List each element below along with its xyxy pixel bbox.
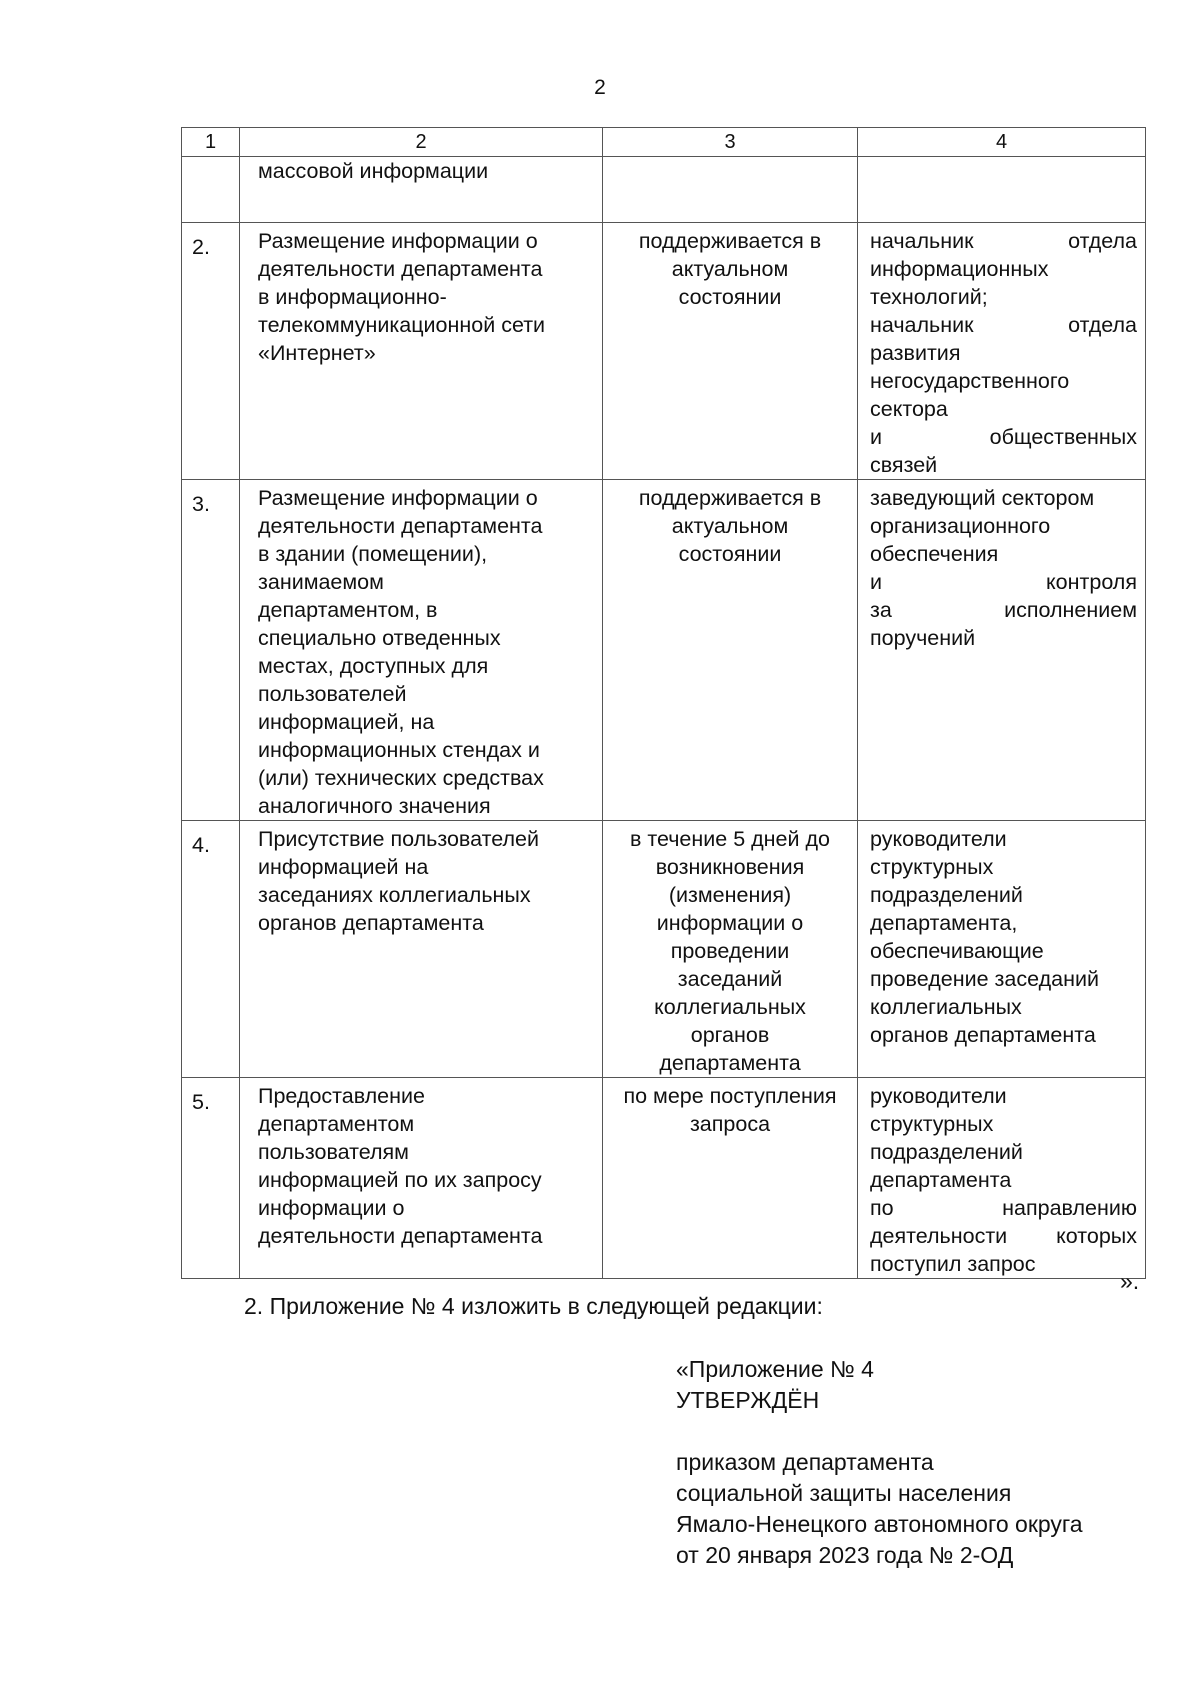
measure-description-line: специально отведенных — [258, 626, 501, 650]
row-number: 5. — [182, 1078, 240, 1279]
responsible-person-line: организационного — [870, 514, 1051, 538]
row-number — [182, 157, 240, 223]
update-period-line: по мере поступления — [623, 1084, 837, 1108]
update-period-line: органов — [690, 1023, 770, 1047]
measure-description-line: пользователям — [258, 1140, 409, 1164]
responsible-person-line: обеспечения — [870, 542, 999, 566]
responsible-person-line: начальник отдела — [870, 229, 1137, 253]
measure-description — [240, 480, 603, 821]
appendix-title: «Приложение № 4 — [676, 1356, 874, 1382]
approval-line: приказом департамента — [676, 1449, 934, 1475]
measure-description-line: Размещение информации о — [258, 229, 538, 253]
measure-description-line: деятельности департамента — [258, 1224, 543, 1248]
responsible-person-line: подразделений — [870, 1140, 1023, 1164]
responsible-person-line: обеспечивающие — [870, 939, 1044, 963]
update-period-line: актуальном — [671, 514, 789, 538]
responsible-person-line: коллегиальных — [870, 995, 1022, 1019]
responsibility-table — [181, 127, 1146, 1279]
responsible-person — [858, 1078, 1146, 1279]
update-period — [603, 1078, 858, 1279]
measure-description-line: в информационно- — [258, 285, 447, 309]
table-row — [182, 821, 1146, 1078]
measure-description-line: Предоставление — [258, 1084, 425, 1108]
update-period-line: проведении — [670, 939, 790, 963]
update-period-line: запроса — [689, 1112, 771, 1136]
row-number: 3. — [182, 480, 240, 821]
measure-description-line: (или) технических средствах — [258, 766, 544, 790]
column-header: 4 — [858, 128, 1146, 157]
responsible-person-line: поступил запрос — [870, 1252, 1036, 1276]
column-header: 1 — [182, 128, 240, 157]
approval-line: от 20 января 2023 года № 2-ОД — [676, 1542, 1014, 1568]
update-period-line: поддерживается в — [638, 229, 822, 253]
measure-description-line: Размещение информации о — [258, 486, 538, 510]
measure-description-line: Присутствие пользователей — [258, 827, 539, 851]
measure-description-line: «Интернет» — [258, 341, 376, 365]
responsible-person — [858, 157, 1146, 223]
update-period — [603, 480, 858, 821]
responsible-person-line: по направлению — [870, 1196, 1137, 1220]
table-row — [182, 223, 1146, 480]
responsible-person-line: руководители — [870, 1084, 1007, 1108]
responsible-person-line: связей — [870, 453, 938, 477]
measure-description — [240, 821, 603, 1078]
column-header: 2 — [240, 128, 603, 157]
amendment-point-2: 2. Приложение № 4 изложить в следующей редакции: — [244, 1293, 823, 1319]
responsible-person-line: структурных — [870, 1112, 994, 1136]
measure-description-line: занимаемом — [258, 570, 384, 594]
page-number: 2 — [594, 76, 606, 99]
responsible-person-line: негосударственного — [870, 369, 1070, 393]
table-row — [182, 1078, 1146, 1279]
update-period-line: департамента — [659, 1051, 801, 1075]
update-period-line: возникновения — [655, 855, 805, 879]
table-header-row — [182, 128, 1146, 157]
table-row — [182, 480, 1146, 821]
measure-description-line: телекоммуникационной сети — [258, 313, 546, 337]
responsible-person-line: начальник отдела — [870, 313, 1137, 337]
measure-description-line: деятельности департамента — [258, 257, 543, 281]
update-period-line: актуальном — [671, 257, 789, 281]
measure-description-line: органов департамента — [258, 911, 484, 935]
measure-description-line: информацией по их запросу — [258, 1168, 542, 1192]
approval-line: социальной защиты населения — [676, 1480, 1012, 1506]
approved-stamp-text: УТВЕРЖДЁН — [676, 1387, 820, 1413]
update-period — [603, 157, 858, 223]
approval-line: Ямало-Ненецкого автономного округа — [676, 1511, 1083, 1537]
update-period-line: состоянии — [678, 285, 782, 309]
responsible-person-line: технологий; — [870, 285, 988, 309]
measure-description-line: местах, доступных для — [258, 654, 489, 678]
appendix-approval-block — [676, 1354, 1083, 1571]
responsible-person-line: департамента — [870, 1168, 1012, 1192]
responsible-person-line: и общественных — [870, 425, 1137, 449]
update-period-line: коллегиальных — [654, 995, 806, 1019]
responsible-person — [858, 223, 1146, 480]
update-period — [603, 223, 858, 480]
responsible-person — [858, 480, 1146, 821]
measure-description — [240, 223, 603, 480]
measure-description-line: массовой информации — [258, 159, 489, 183]
measure-description-line: информацией, на — [258, 710, 435, 734]
responsible-person-line: сектора — [870, 397, 948, 421]
responsible-person-line: подразделений — [870, 883, 1023, 907]
responsible-person-line: поручений — [870, 626, 976, 650]
column-header: 3 — [603, 128, 858, 157]
responsible-person-line: информационных — [870, 257, 1049, 281]
update-period-line: заседаний — [677, 967, 783, 991]
responsible-person-line: структурных — [870, 855, 994, 879]
responsible-person-line: и контроля — [870, 570, 1137, 594]
responsible-person — [858, 821, 1146, 1078]
measure-description-line: в здании (помещении), — [258, 542, 488, 566]
responsible-person-line: департамента, — [870, 911, 1018, 935]
measure-description-line: заседаниях коллегиальных — [258, 883, 531, 907]
update-period — [603, 821, 858, 1078]
responsible-person-line: деятельности которых — [870, 1224, 1137, 1248]
update-period-line: поддерживается в — [638, 486, 822, 510]
measure-description — [240, 157, 603, 223]
measure-description — [240, 1078, 603, 1279]
measure-description-line: деятельности департамента — [258, 514, 543, 538]
responsible-person-line: руководители — [870, 827, 1007, 851]
responsible-person-line: развития — [870, 341, 961, 365]
row-number: 2. — [182, 223, 240, 480]
measure-description-line: информации о — [258, 1196, 405, 1220]
update-period-line: состоянии — [678, 542, 782, 566]
responsible-person-line: за исполнением — [870, 598, 1137, 622]
responsible-person-line: заведующий сектором — [870, 486, 1095, 510]
closing-quote: ». — [1120, 1268, 1140, 1294]
table-row — [182, 157, 1146, 223]
measure-description-line: аналогичного значения — [258, 794, 491, 818]
measure-description-line: информацией на — [258, 855, 429, 879]
measure-description-line: пользователей — [258, 682, 407, 706]
responsible-person-line: органов департамента — [870, 1023, 1096, 1047]
update-period-line: (изменения) — [668, 883, 792, 907]
row-number: 4. — [182, 821, 240, 1078]
responsible-person-line: проведение заседаний — [870, 967, 1099, 991]
table-body — [182, 157, 1146, 1279]
measure-description-line: информационных стендах и — [258, 738, 540, 762]
update-period-line: информации о — [656, 911, 804, 935]
measure-description-line: департаментом — [258, 1112, 415, 1136]
update-period-line: в течение 5 дней до — [629, 827, 830, 851]
measure-description-line: департаментом, в — [258, 598, 438, 622]
